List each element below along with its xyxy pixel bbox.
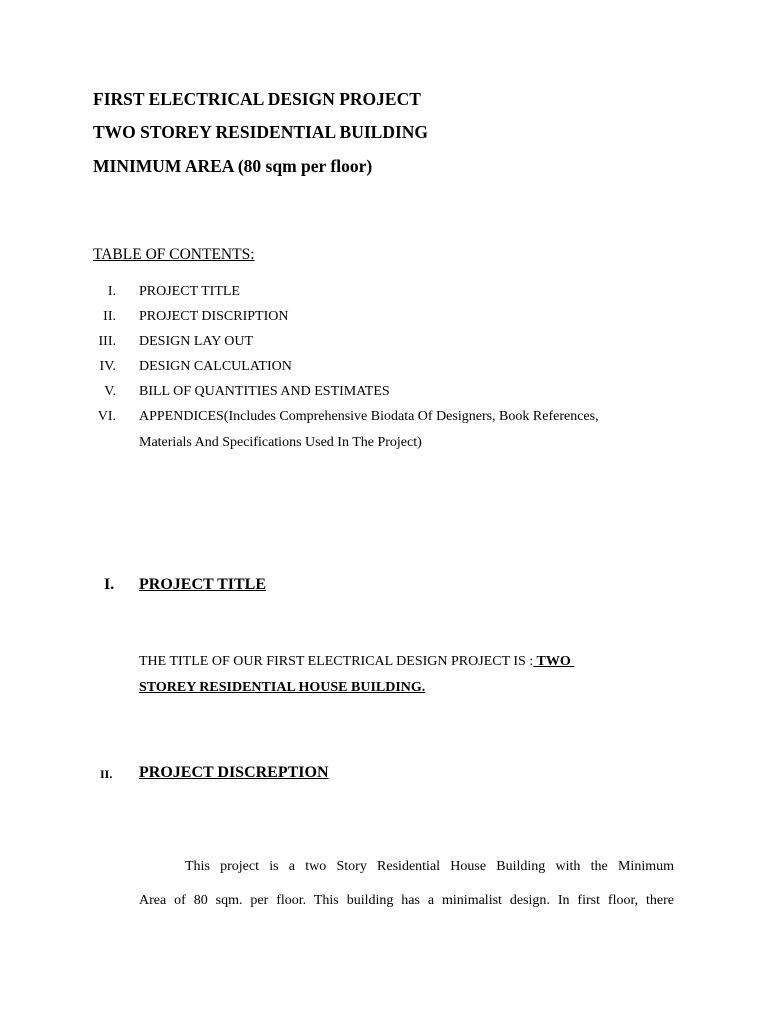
document-title-line-2: TWO STOREY RESIDENTIAL BUILDING [93, 122, 429, 142]
toc-item-text-continuation: Materials And Specifications Used In The Project) [139, 435, 422, 450]
document-title-line-1: FIRST ELECTRICAL DESIGN PROJECT [93, 89, 421, 109]
toc-heading: TABLE OF CONTENTS: [93, 246, 255, 263]
section-title: PROJECT TITLE [139, 576, 267, 593]
description-text: This project is a two Story Residential House Building with the Minimum [185, 859, 674, 874]
toc-item-number: V. [104, 384, 116, 399]
toc-item-number: I. [107, 284, 116, 299]
project-title-prefix: THE TITLE OF OUR FIRST ELECTRICAL DESIGN PROJECT IS : [139, 654, 534, 669]
toc-item-number: IV. [99, 359, 116, 374]
toc-item-number: III. [98, 334, 116, 349]
section-number: I. [104, 576, 115, 593]
toc-item-text: DESIGN LAY OUT [139, 334, 254, 349]
document-title-line-3: MINIMUM AREA (80 sqm per floor) [93, 156, 373, 176]
toc-item-text: APPENDICES(Includes Comprehensive Biodata Of Designers, Book References, [139, 409, 599, 424]
toc-item-text: DESIGN CALCULATION [139, 359, 292, 374]
project-title-bold-part-1: TWO [533, 654, 575, 669]
description-line [139, 859, 674, 875]
section-title: PROJECT DISCREPTION [139, 764, 329, 781]
project-title-bold-part-2: STOREY RESIDENTIAL HOUSE BUILDING. [139, 680, 426, 695]
toc-item-number: II. [103, 309, 116, 324]
section-number: II. [100, 767, 113, 781]
toc-item-text: PROJECT DISCRIPTION [139, 309, 289, 324]
toc-item-text: BILL OF QUANTITIES AND ESTIMATES [139, 384, 390, 399]
toc-item-number: VI. [97, 409, 116, 424]
description-line: Area of 80 sqm. per floor. This building has a minimalist design. In first floor, there [139, 893, 674, 908]
project-title-paragraph [139, 654, 574, 670]
toc-item-text: PROJECT TITLE [139, 284, 240, 299]
